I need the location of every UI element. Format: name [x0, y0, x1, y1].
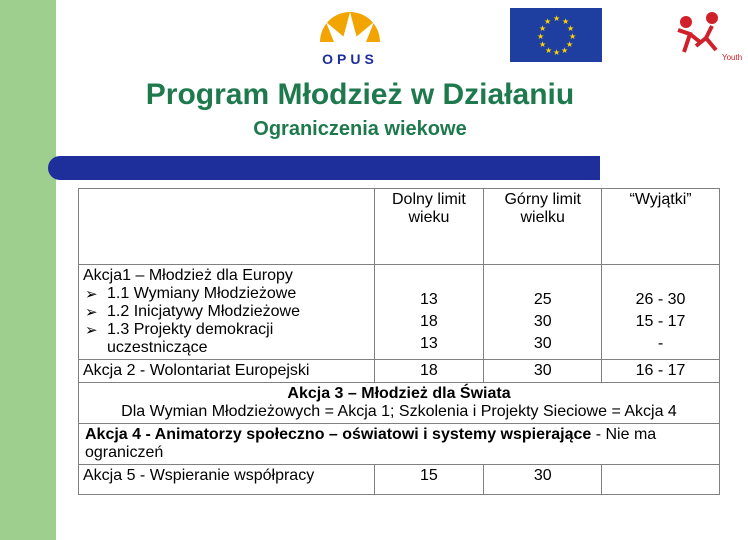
- page-subtitle: Ograniczenia wiekowe: [253, 118, 467, 140]
- svg-text:★: ★: [562, 17, 570, 26]
- blue-divider-bar: [48, 156, 600, 180]
- list-item: [83, 321, 370, 357]
- opus-logo-text: OPUS: [322, 51, 378, 67]
- akcja1-bullet-2: 1.2 Inicjatywy Młodzieżowe: [107, 303, 300, 320]
- svg-text:★: ★: [545, 46, 553, 55]
- table-row-akcja1: [79, 265, 720, 360]
- left-decor-bar: [0, 0, 56, 540]
- akcja1-bullet-3: 1.3 Projekty demokracji uczestniczące: [107, 321, 274, 356]
- svg-text:★: ★: [553, 14, 561, 23]
- svg-text:★: ★: [567, 24, 575, 33]
- akcja5-title: Akcja 5 - Wspieranie współpracy: [79, 465, 375, 495]
- svg-text:★: ★: [544, 17, 552, 26]
- list-item: [83, 303, 370, 321]
- akcja1-gorny-1: 25: [533, 291, 552, 308]
- akcja1-wyjatki-1: 26 - 30: [635, 291, 686, 308]
- svg-text:★: ★: [537, 32, 545, 41]
- svg-text:★: ★: [569, 32, 577, 41]
- eu-flag-logo: [510, 8, 602, 62]
- akcja2-gorny: 30: [484, 360, 602, 383]
- header-cell-gorny: Górny limit wielku: [484, 189, 602, 265]
- akcja1-bullet-1: 1.1 Wymiany Młodzieżowe: [107, 285, 297, 302]
- akcja2-wyjatki: 16 - 17: [602, 360, 720, 383]
- akcja3-text: Dla Wymian Młodzieżowych = Akcja 1; Szkolenia i Projekty Sieciowe = Akcja 4: [121, 403, 677, 420]
- akcja5-wyjatki: [602, 465, 720, 495]
- akcja1-wyjatki-3: -: [657, 335, 664, 352]
- age-limits-table: [78, 188, 720, 495]
- akcja5-gorny: 30: [484, 465, 602, 495]
- akcja3-cell: [79, 383, 720, 424]
- akcja1-dolny-cell: [374, 265, 484, 360]
- svg-text:★: ★: [566, 40, 574, 49]
- eu-stars-icon: [510, 8, 602, 62]
- akcja1-wyjatki-2: 15 - 17: [635, 313, 686, 330]
- opus-logo: [290, 2, 410, 68]
- akcja4-title: Akcja 4 - Animatorzy społeczno – oświatowi i systemy wspierające: [85, 426, 592, 443]
- akcja4-cell: [79, 424, 720, 465]
- table-row-akcja5-partial: [79, 465, 720, 495]
- akcja2-dolny: 18: [374, 360, 484, 383]
- youth-logo: [672, 8, 748, 64]
- akcja1-title: Akcja1 – Młodzież dla Europy: [83, 267, 293, 284]
- akcja1-wyjatki-cell: [602, 265, 720, 360]
- youth-logo-text: Youth: [722, 53, 743, 62]
- svg-text:★: ★: [561, 46, 569, 55]
- table-header-row: [79, 189, 720, 265]
- logo-strip: [60, 0, 743, 70]
- table-row-akcja3: [79, 383, 720, 424]
- akcja1-dolny-3: 13: [420, 335, 438, 352]
- svg-text:★: ★: [553, 48, 561, 57]
- arrow-bullet-icon: ➢: [85, 322, 98, 339]
- header-cell-wyjatki: “Wyjątki”: [602, 189, 720, 265]
- akcja2-title: Akcja 2 - Wolontariat Europejski: [79, 360, 375, 383]
- header-cell-dolny: Dolny limit wieku: [374, 189, 484, 265]
- list-item: [83, 285, 370, 303]
- svg-text:★: ★: [539, 24, 547, 33]
- akcja1-dolny-2: 18: [420, 313, 438, 330]
- akcja1-gorny-2: 30: [533, 313, 552, 330]
- header-cell-empty: [79, 189, 375, 265]
- akcja5-dolny: 15: [374, 465, 484, 495]
- akcja1-dolny-1: 13: [420, 291, 438, 308]
- arrow-bullet-icon: ➢: [85, 304, 98, 321]
- arrow-bullet-icon: ➢: [85, 286, 98, 303]
- akcja1-gorny-cell: [484, 265, 602, 360]
- svg-text:★: ★: [539, 40, 547, 49]
- akcja1-cell: [79, 265, 375, 360]
- akcja3-title: Akcja 3 – Młodzież dla Świata: [287, 385, 511, 402]
- akcja1-gorny-3: 30: [533, 335, 552, 352]
- page-title: Program Młodzież w Działaniu: [145, 78, 575, 111]
- table-row-akcja2: [79, 360, 720, 383]
- akcja4-text: - Nie ma ograniczeń: [85, 426, 657, 461]
- table-row-akcja4: [79, 424, 720, 465]
